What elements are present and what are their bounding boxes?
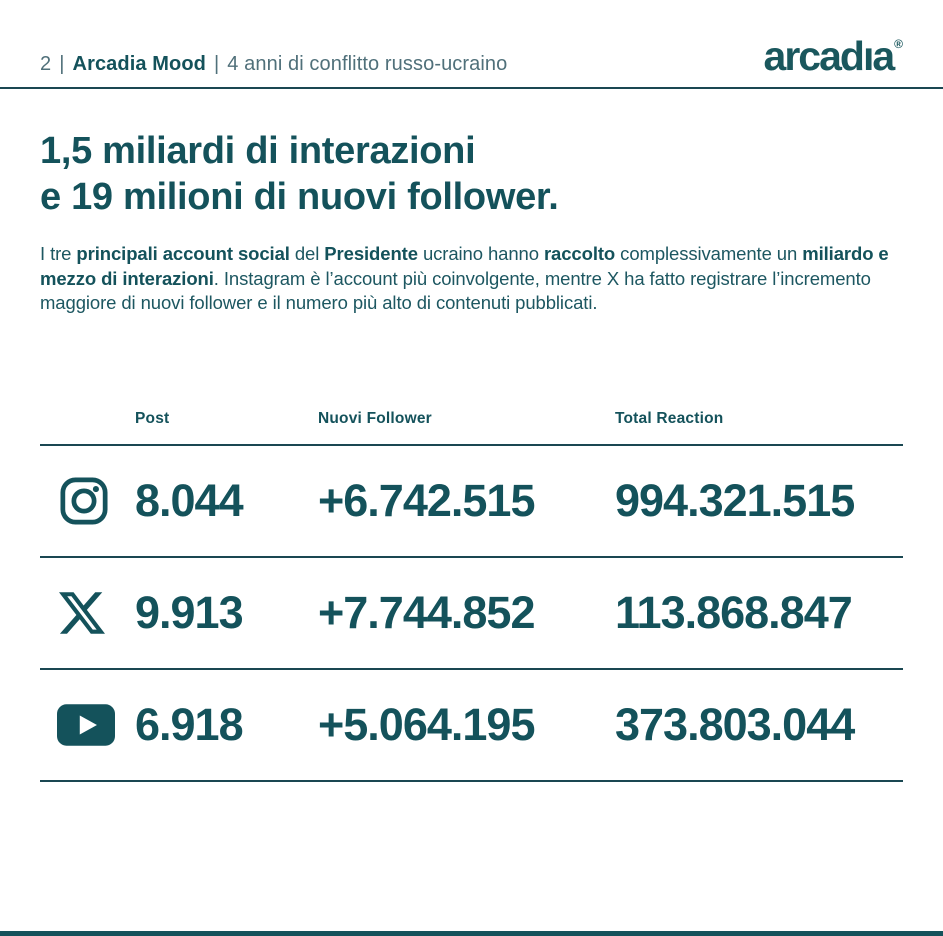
table-row-instagram [40,446,903,558]
x-post-count: 9.913 [135,586,243,638]
intro-text: . Instagram è l’account più coinvolgente, mentre X ha fatto registrare l’incremento maggiore di nuovi follower e il numero più alto di contenuti pubblicati. [40,267,871,314]
brand-title: Arcadia Mood [72,53,206,75]
separator: | [59,53,65,75]
youtube-icon [40,704,135,746]
social-stats-table [40,410,903,782]
intro-text: ucraino hanno [417,242,544,264]
youtube-post-count: 6.918 [135,698,243,750]
separator: | [213,53,220,75]
logo-wordmark: arcadıa [763,33,894,79]
intro-text: complessivamente un [615,242,803,264]
headline-line2: e 19 milioni di nuovi follower. [40,175,559,218]
intro-text-bold: principali account social [76,242,290,264]
intro-paragraph [40,242,903,316]
x-new-followers: +7.744.852 [318,586,535,638]
header-divider [0,87,943,89]
page-number: 2 [40,53,52,75]
column-header-nuovi-follower: Nuovi Follower [318,409,432,427]
instagram-icon [40,474,135,528]
intro-text-bold: raccolto [543,242,616,264]
youtube-total-reactions: 373.803.044 [615,698,855,750]
table-row-x [40,558,903,670]
table-row-youtube [40,670,903,782]
x-total-reactions: 113.868.847 [615,586,852,638]
slide-header [40,0,903,77]
table-header-row [40,410,903,446]
intro-text-bold: Presidente [324,242,418,264]
footer-accent-bar [0,931,943,936]
registered-trademark-icon: ® [894,37,903,51]
intro-text-bold: miliardo e mezzo di interazioni [40,242,889,289]
column-header-post: Post [135,409,170,427]
youtube-new-followers: +5.064.195 [318,698,535,750]
breadcrumb [40,53,507,76]
x-icon [40,590,135,636]
headline [40,129,903,221]
intro-text: del [289,242,325,264]
instagram-total-reactions: 994.321.515 [615,474,855,526]
slide-subtitle: 4 anni di conflitto russo-ucraino [227,53,508,75]
instagram-new-followers: +6.742.515 [318,474,535,526]
headline-line1: 1,5 miliardi di interazioni [40,130,476,172]
arcadia-logo [763,33,903,79]
instagram-post-count: 8.044 [135,474,243,526]
column-header-total-reaction: Total Reaction [615,409,724,427]
intro-text: I tre [40,242,77,264]
